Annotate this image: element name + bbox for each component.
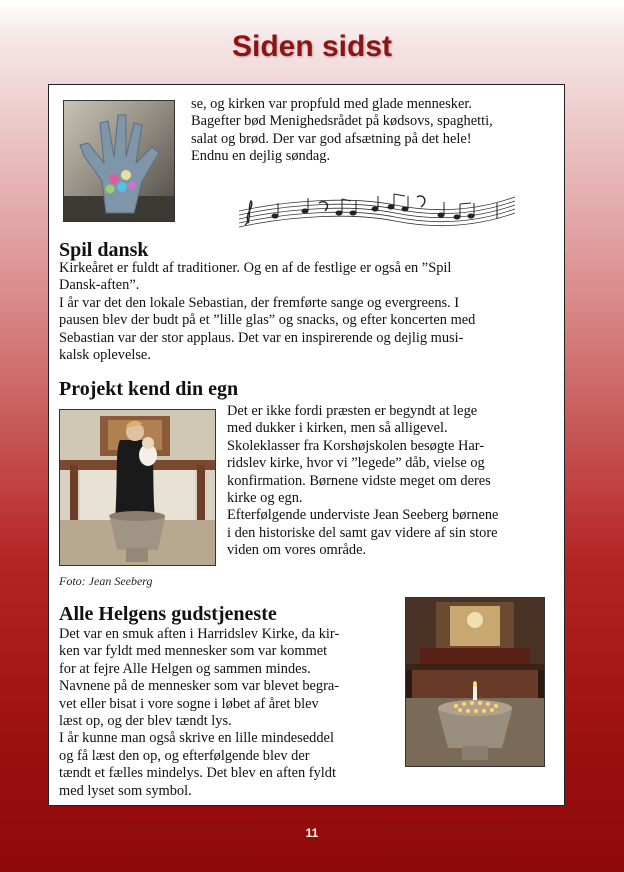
intro-line: Bagefter bød Menighedsrådet på kødsovs, spaghetti,: [191, 113, 493, 130]
projekt-line: Efterfølgende underviste Jean Seeberg børnene: [227, 507, 499, 524]
intro-line: salat og brød. Der var god afsætning på det hele!: [191, 130, 472, 147]
spil-dansk-line: pausen blev der budt på et ”lille glas” og snacks, og efter koncerten med: [59, 312, 476, 329]
alle-helgens-line: for at fejre Alle Helgen og sammen mindes.: [59, 660, 311, 677]
article-panel: [48, 84, 565, 806]
section-heading-alle-helgens: Alle Helgens gudstjeneste: [59, 603, 277, 625]
spil-dansk-line: Kirkeåret er fuldt af traditioner. Og en af de festlige er også en ”Spil: [59, 260, 452, 276]
intro-line: Endnu en dejlig søndag.: [191, 148, 331, 165]
intro-text: [191, 96, 493, 166]
page-title: Siden sidst: [231, 30, 393, 63]
spil-dansk-line: kalsk oplevelse.: [59, 347, 151, 364]
projekt-line: ridslev kirke, hvor vi ”legede” dåb, vielse og: [227, 455, 485, 472]
projekt-line: i den historiske del samt gav videre af sin store: [227, 524, 498, 541]
spil-dansk-line: Sebastian var der stor applaus. Det var en inspirerende og dejlig musi-: [59, 329, 464, 346]
music-staff-illustration: [235, 189, 517, 229]
alle-helgens-line: tændt et fælles mindelys. Det blev en aften fyldt: [59, 765, 336, 782]
candle-font-photo: [405, 597, 545, 767]
church-doll-photo: [59, 409, 216, 566]
alle-helgens-line: vet eller bisat i vore sogne i løbet af året blev: [59, 695, 319, 712]
projekt-line: Skoleklasser fra Korshøjskolen besøgte Har-: [227, 437, 485, 454]
alle-helgens-line: med lyset som symbol.: [59, 782, 192, 799]
alle-helgens-line: ken var fyldt med mennesker som var kommet: [59, 643, 328, 660]
spil-dansk-line: I år var det den lokale Sebastian, der fremførte sange og evergreens. I: [59, 294, 460, 311]
alle-helgens-line: Det var en smuk aften i Harridslev Kirke, da kir-: [59, 626, 340, 642]
projekt-line: kirke og egn.: [227, 490, 303, 507]
spil-dansk-line: Dansk-aften”.: [59, 277, 140, 294]
alle-helgens-line: I år kunne man også skrive en lille mindeseddel: [59, 730, 334, 747]
alle-helgens-line: Navnene på de mennesker som var blevet begra-: [59, 678, 340, 695]
page-number: 11: [305, 826, 319, 840]
alle-helgens-text: [59, 626, 339, 800]
alle-helgens-line: læst op, og der blev tændt lys.: [59, 713, 232, 730]
intro-line: se, og kirken var propfuld med glade mennesker.: [191, 96, 472, 112]
spil-dansk-text: [59, 260, 475, 364]
projekt-line: Det er ikke fordi præsten er begyndt at lege: [227, 403, 478, 419]
section-heading-projekt: Projekt kend din egn: [59, 378, 239, 400]
projekt-line: konfirmation. Børnene vidste meget om deres: [227, 472, 491, 489]
photo-caption: Foto: Jean Seeberg: [59, 574, 153, 588]
projekt-line: viden om vores område.: [227, 542, 367, 559]
projekt-text: [227, 403, 498, 560]
glitter-hand-image: [63, 100, 175, 222]
projekt-line: med dukker i kirken, men så alligevel.: [227, 420, 448, 437]
alle-helgens-line: og få læst den op, og efterfølgende blev der: [59, 747, 310, 764]
section-heading-spil-dansk: Spil dansk: [59, 239, 149, 261]
